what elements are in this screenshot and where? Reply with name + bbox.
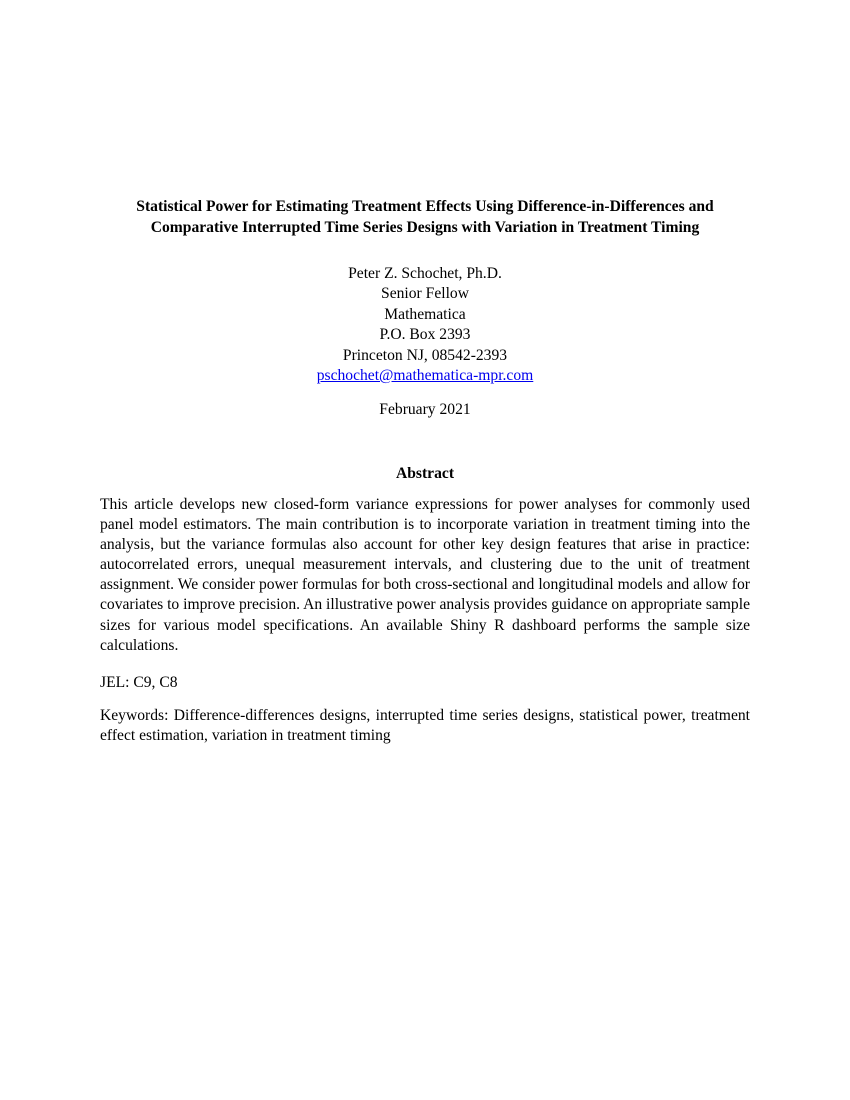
paper-title-line-1: Statistical Power for Estimating Treatment Effects Using Difference-in-Differences and — [136, 198, 714, 215]
author-block — [100, 264, 750, 386]
author-position: Senior Fellow — [381, 285, 469, 303]
paper-date: February 2021 — [379, 401, 471, 418]
author-address-line-1: P.O. Box 2393 — [379, 326, 471, 344]
author-name: Peter Z. Schochet, Ph.D. — [348, 265, 502, 282]
author-organization: Mathematica — [384, 305, 466, 323]
paper-title-line-2: Comparative Interrupted Time Series Designs with Variation in Treatment Timing — [150, 219, 700, 236]
keywords: Keywords: Difference-differences designs, interrupted time series designs, statistical power, treatment effect estimation, variation in treatment timing — [100, 707, 750, 745]
author-email-row — [100, 366, 750, 386]
author-email-link[interactable]: pschochet@mathematica-mpr.com — [316, 367, 534, 385]
abstract-heading: Abstract — [395, 465, 455, 482]
author-address-line-2: Princeton NJ, 08542-2393 — [342, 346, 508, 364]
paper-title — [100, 196, 750, 238]
abstract-body: This article develops new closed-form variance expressions for power analyses for commonly used panel model estimators. The main contribution is to incorporate variation in treatment timing into the analysis, but the variance formulas also account for other key design features that arise in practice: autocorrelated errors, unequal measurement intervals, and clustering due to the unit of treatment assignment. We consider power formulas for both cross-sectional and longitudinal models and allow for covariates to improve precision. An illustrative power analysis provides guidance on appropriate sample sizes for various model specifications. An available Shiny R dashboard performs the sample size calculations. — [100, 496, 750, 654]
jel-codes: JEL: C9, C8 — [100, 674, 178, 691]
